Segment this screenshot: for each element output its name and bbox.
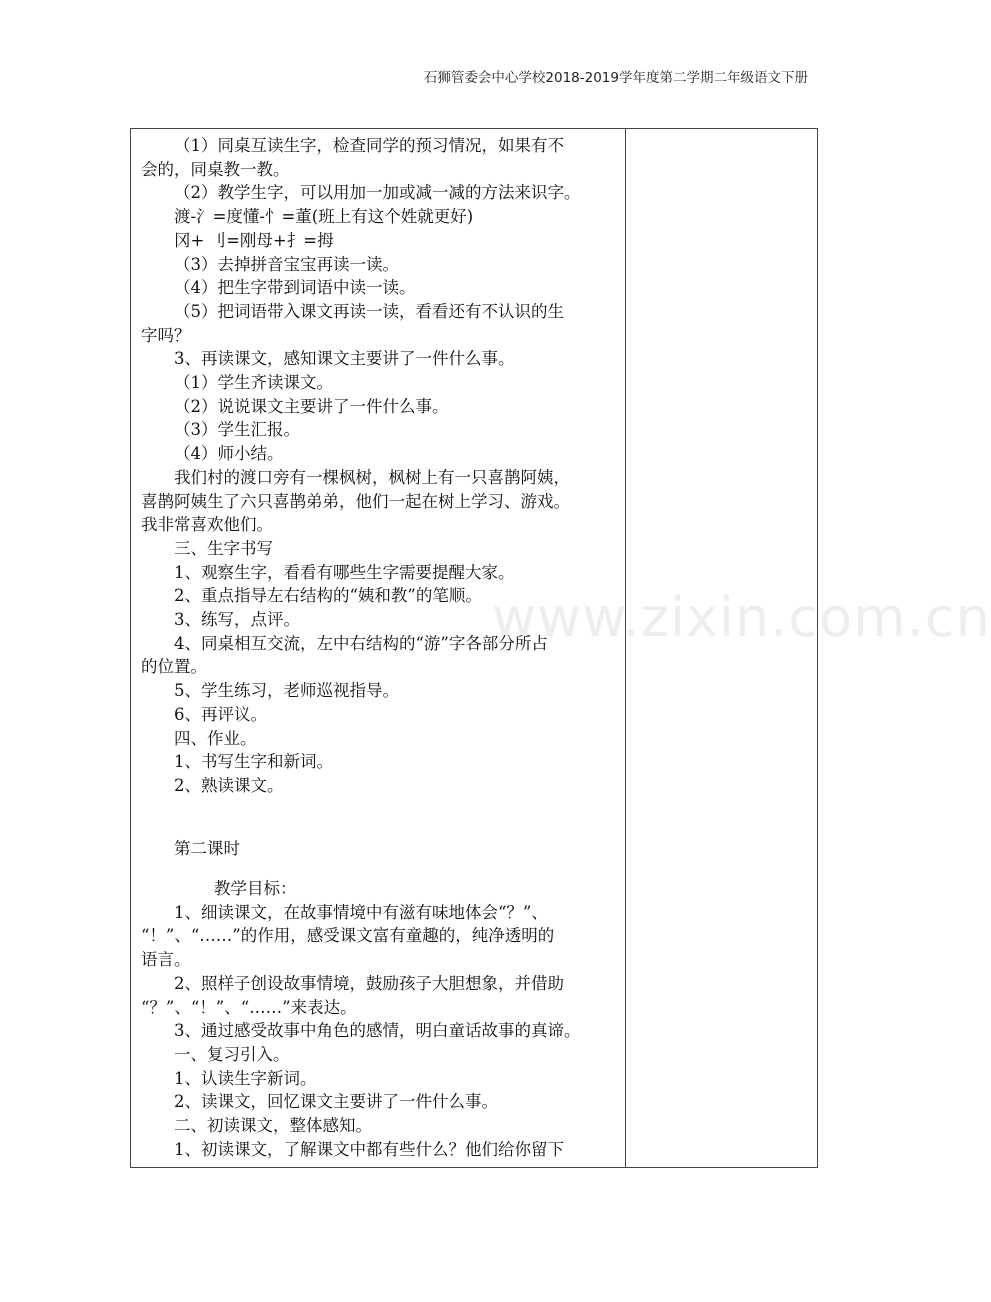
text-line: 冈+ 刂=刚母+扌=拇	[174, 230, 334, 250]
text-line: （5）把词语带入课文再读一读，看看还有不认识的生	[174, 301, 564, 321]
page-header: 石狮管委会中心学校2018-2019学年度第二学期二年级语文下册	[423, 70, 808, 86]
text-line: （4）师小结。	[174, 444, 284, 464]
text-line: 1、细读课文，在故事情境中有滋有味地体会“？”、	[174, 902, 548, 922]
text-line: 渡-氵=度懂-忄=董(班上有这个姓就更好)	[174, 207, 474, 227]
section-heading: 一、复习引入。	[174, 1045, 290, 1064]
text-line: 语言。	[141, 950, 191, 970]
text-line: 的位置。	[141, 657, 207, 677]
section-heading: 四、作业。	[174, 728, 257, 748]
text-line: 6、再评议。	[174, 704, 267, 724]
text-line: 1、观察生字，看看有哪些生字需要提醒大家。	[174, 562, 515, 582]
text-line: （1）同桌互读生字，检查同学的预习情况，如果有不	[174, 136, 564, 155]
text-line: （3）去掉拼音宝宝再读一读。	[174, 254, 399, 274]
text-line: 1、初读课文，了解课文中都有些什么？他们给你留下	[174, 1139, 564, 1159]
text-line: 3、通过感受故事中角色的感情，明白童话故事的真谛。	[174, 1021, 581, 1041]
text-line: 5、学生练习，老师巡视指导。	[174, 681, 399, 701]
text-line: 2、照样子创设故事情境，鼓励孩子大胆想象，并借助	[174, 973, 564, 993]
text-line: （2）说说课文主要讲了一件什么事。	[174, 396, 449, 416]
watermark: www.zixin.com.cn	[492, 586, 991, 649]
text-line: 2、重点指导左右结构的“姨和教”的笔顺。	[174, 586, 482, 606]
text-line: 我们村的渡口旁有一棵枫树，枫树上有一只喜鹊阿姨，	[174, 467, 570, 487]
text-line: 2、读课文，回忆课文主要讲了一件什么事。	[174, 1092, 498, 1112]
text-line: 4、同桌相互交流，左中右结构的“游”字各部分所占	[174, 633, 548, 653]
text-line: （1）学生齐读课文。	[174, 373, 333, 393]
objectives-heading: 教学目标：	[214, 879, 297, 899]
text-line: 1、认读生字新词。	[174, 1068, 317, 1088]
section-heading: 三、生字书写	[174, 538, 273, 558]
section-heading: 二、初读课文，整体感知。	[174, 1116, 372, 1136]
text-line: （3）学生汇报。	[174, 420, 300, 440]
text-line: （2）教学生字，可以用加一加或减一减的方法来识字。	[174, 183, 581, 203]
text-line: 会的，同桌教一教。	[141, 159, 290, 179]
text-line: 3、再读课文，感知课文主要讲了一件什么事。	[174, 349, 515, 369]
text-line: “！”、“……”的作用，感受课文富有童趣的，纯净透明的	[141, 926, 555, 946]
text-line: （4）把生字带到词语中读一读。	[174, 278, 416, 298]
text-line: 喜鹊阿姨生了六只喜鹊弟弟，他们一起在树上学习、游戏。	[141, 491, 570, 511]
text-line: 字吗？	[141, 325, 191, 345]
text-line: 1、书写生字和新词。	[174, 752, 333, 772]
text-line: 我非常喜欢他们。	[141, 515, 273, 535]
text-line: “？”、“！”、“……”来表达。	[141, 997, 357, 1017]
text-line: 3、练写，点评。	[174, 610, 300, 630]
lesson-heading: 第二课时	[174, 839, 240, 859]
text-line: 2、熟读课文。	[174, 775, 284, 795]
